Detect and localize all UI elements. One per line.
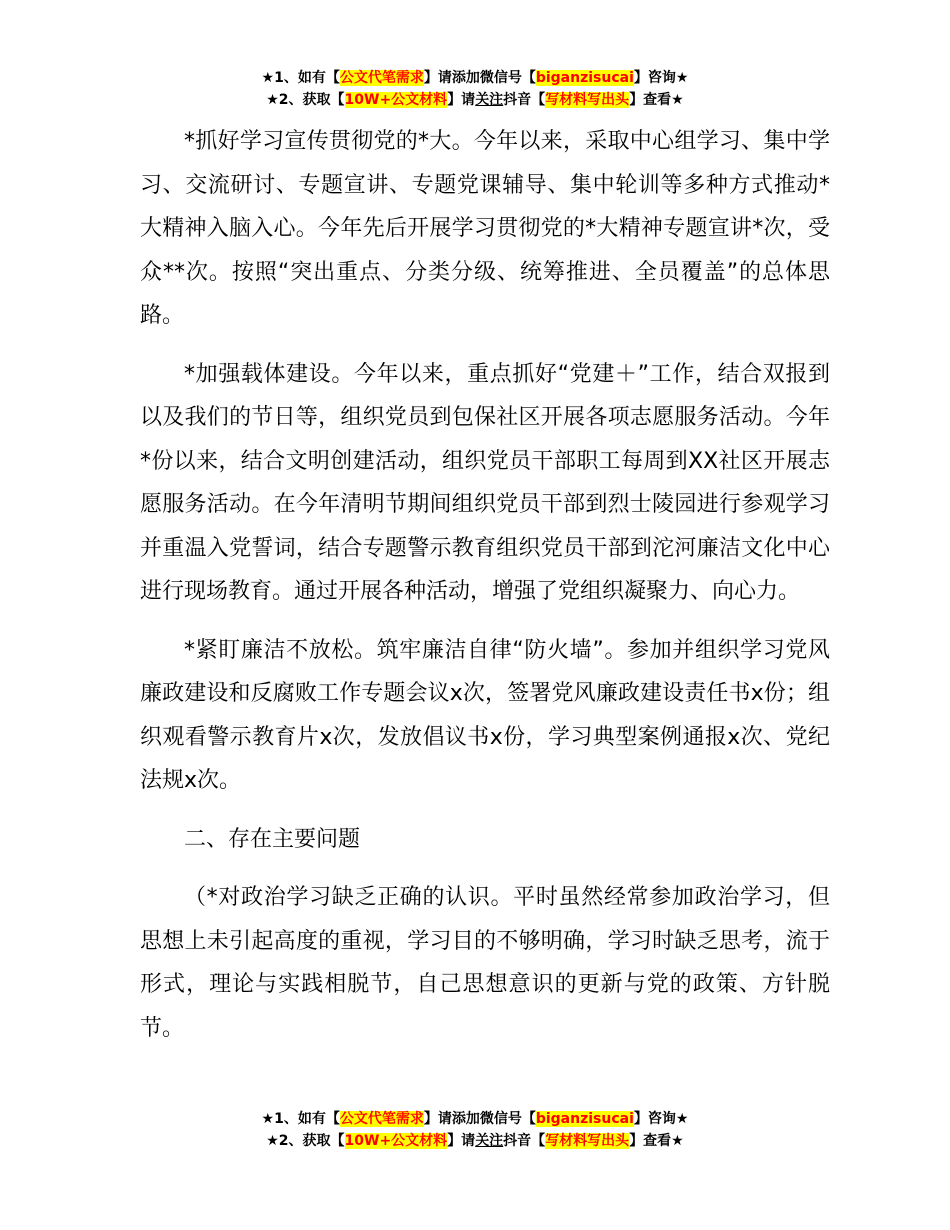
banner-text: ★2、获取【 xyxy=(266,1133,345,1149)
document-body xyxy=(140,120,830,1065)
banner-text: 】咨询★ xyxy=(633,1111,689,1127)
banner-highlight: 写材料写出头 xyxy=(545,1133,630,1149)
banner-highlight: 10W+公文材料 xyxy=(344,92,448,108)
banner-line-1 xyxy=(0,67,950,89)
section-heading-problems: 二、存在主要问题 xyxy=(184,826,361,852)
banner-text: 抖音【 xyxy=(503,92,546,108)
banner-text: 】查看★ xyxy=(629,1133,684,1149)
banner-text: 】请 xyxy=(447,1133,476,1149)
paragraph-carrier-building: *加强载体建设。今年以来，重点抓好“党建＋”工作，结合双报到以及我们的节日等，组织党员到包保社区开展各项志愿服务活动。今年*份以来，结合文明创建活动，组织党员干部职工每周到XX社区开展志愿服务活动。在今年清明节期间组织党员干部到烈士陵园进行参观学习并重温入党誓词，结合专题警示教育组织党员干部到沱河廉洁文化中心进行现场教育。通过开展各种活动，增强了党组织凝聚力、向心力。 xyxy=(140,361,830,604)
banner-text: 抖音【 xyxy=(503,1133,546,1149)
banner-text: ★1、如有【 xyxy=(261,1111,340,1127)
banner-highlight: biganzisucai xyxy=(535,1111,634,1127)
banner-line-2 xyxy=(0,1130,950,1152)
header-banner xyxy=(0,67,950,111)
paragraph-political-study: （*对政治学习缺乏正确的认识。平时虽然经常参加政治学习，但思想上未引起高度的重视，学习目的不够明确，学习时缺乏思考，流于形式，理论与实践相脱节，自己思想意识的更新与党的政策、方针脱节。 xyxy=(140,885,830,1041)
banner-highlight: 公文代笔需求 xyxy=(339,70,424,86)
banner-line-2 xyxy=(0,89,950,111)
banner-text: 】查看★ xyxy=(629,92,684,108)
banner-text: ★2、获取【 xyxy=(266,92,345,108)
banner-highlight: 写材料写出头 xyxy=(545,92,630,108)
banner-underline: 关注 xyxy=(475,1133,504,1149)
banner-highlight: 10W+公文材料 xyxy=(344,1133,448,1149)
banner-text: 】请 xyxy=(447,92,476,108)
paragraph-study-promotion: *抓好学习宣传贯彻党的*大。今年以来，采取中心组学习、集中学习、交流研讨、专题宣讲、专题党课辅导、集中轮训等多种方式推动*大精神入脑入心。今年先后开展学习贯彻党的*大精神专题宣讲*次，受众**次。按照“突出重点、分类分级、统筹推进、全员覆盖”的总体思路。 xyxy=(140,129,830,328)
paragraph-integrity: *紧盯廉洁不放松。筑牢廉洁自律“防火墙”。参加并组织学习党风廉政建设和反腐败工作专题会议x次，签署党风廉政建设责任书x份；组织观看警示教育片x次，发放倡议书x份，学习典型案例通报x次、党纪法规x次。 xyxy=(140,637,830,793)
banner-text: 】咨询★ xyxy=(633,70,689,86)
banner-text: ★1、如有【 xyxy=(261,70,340,86)
banner-underline: 关注 xyxy=(475,92,504,108)
banner-highlight: biganzisucai xyxy=(535,70,634,86)
banner-highlight: 公文代笔需求 xyxy=(339,1111,424,1127)
banner-line-1 xyxy=(0,1108,950,1130)
banner-text: 】请添加微信号【 xyxy=(423,1111,536,1127)
banner-text: 】请添加微信号【 xyxy=(423,70,536,86)
footer-banner xyxy=(0,1108,950,1152)
